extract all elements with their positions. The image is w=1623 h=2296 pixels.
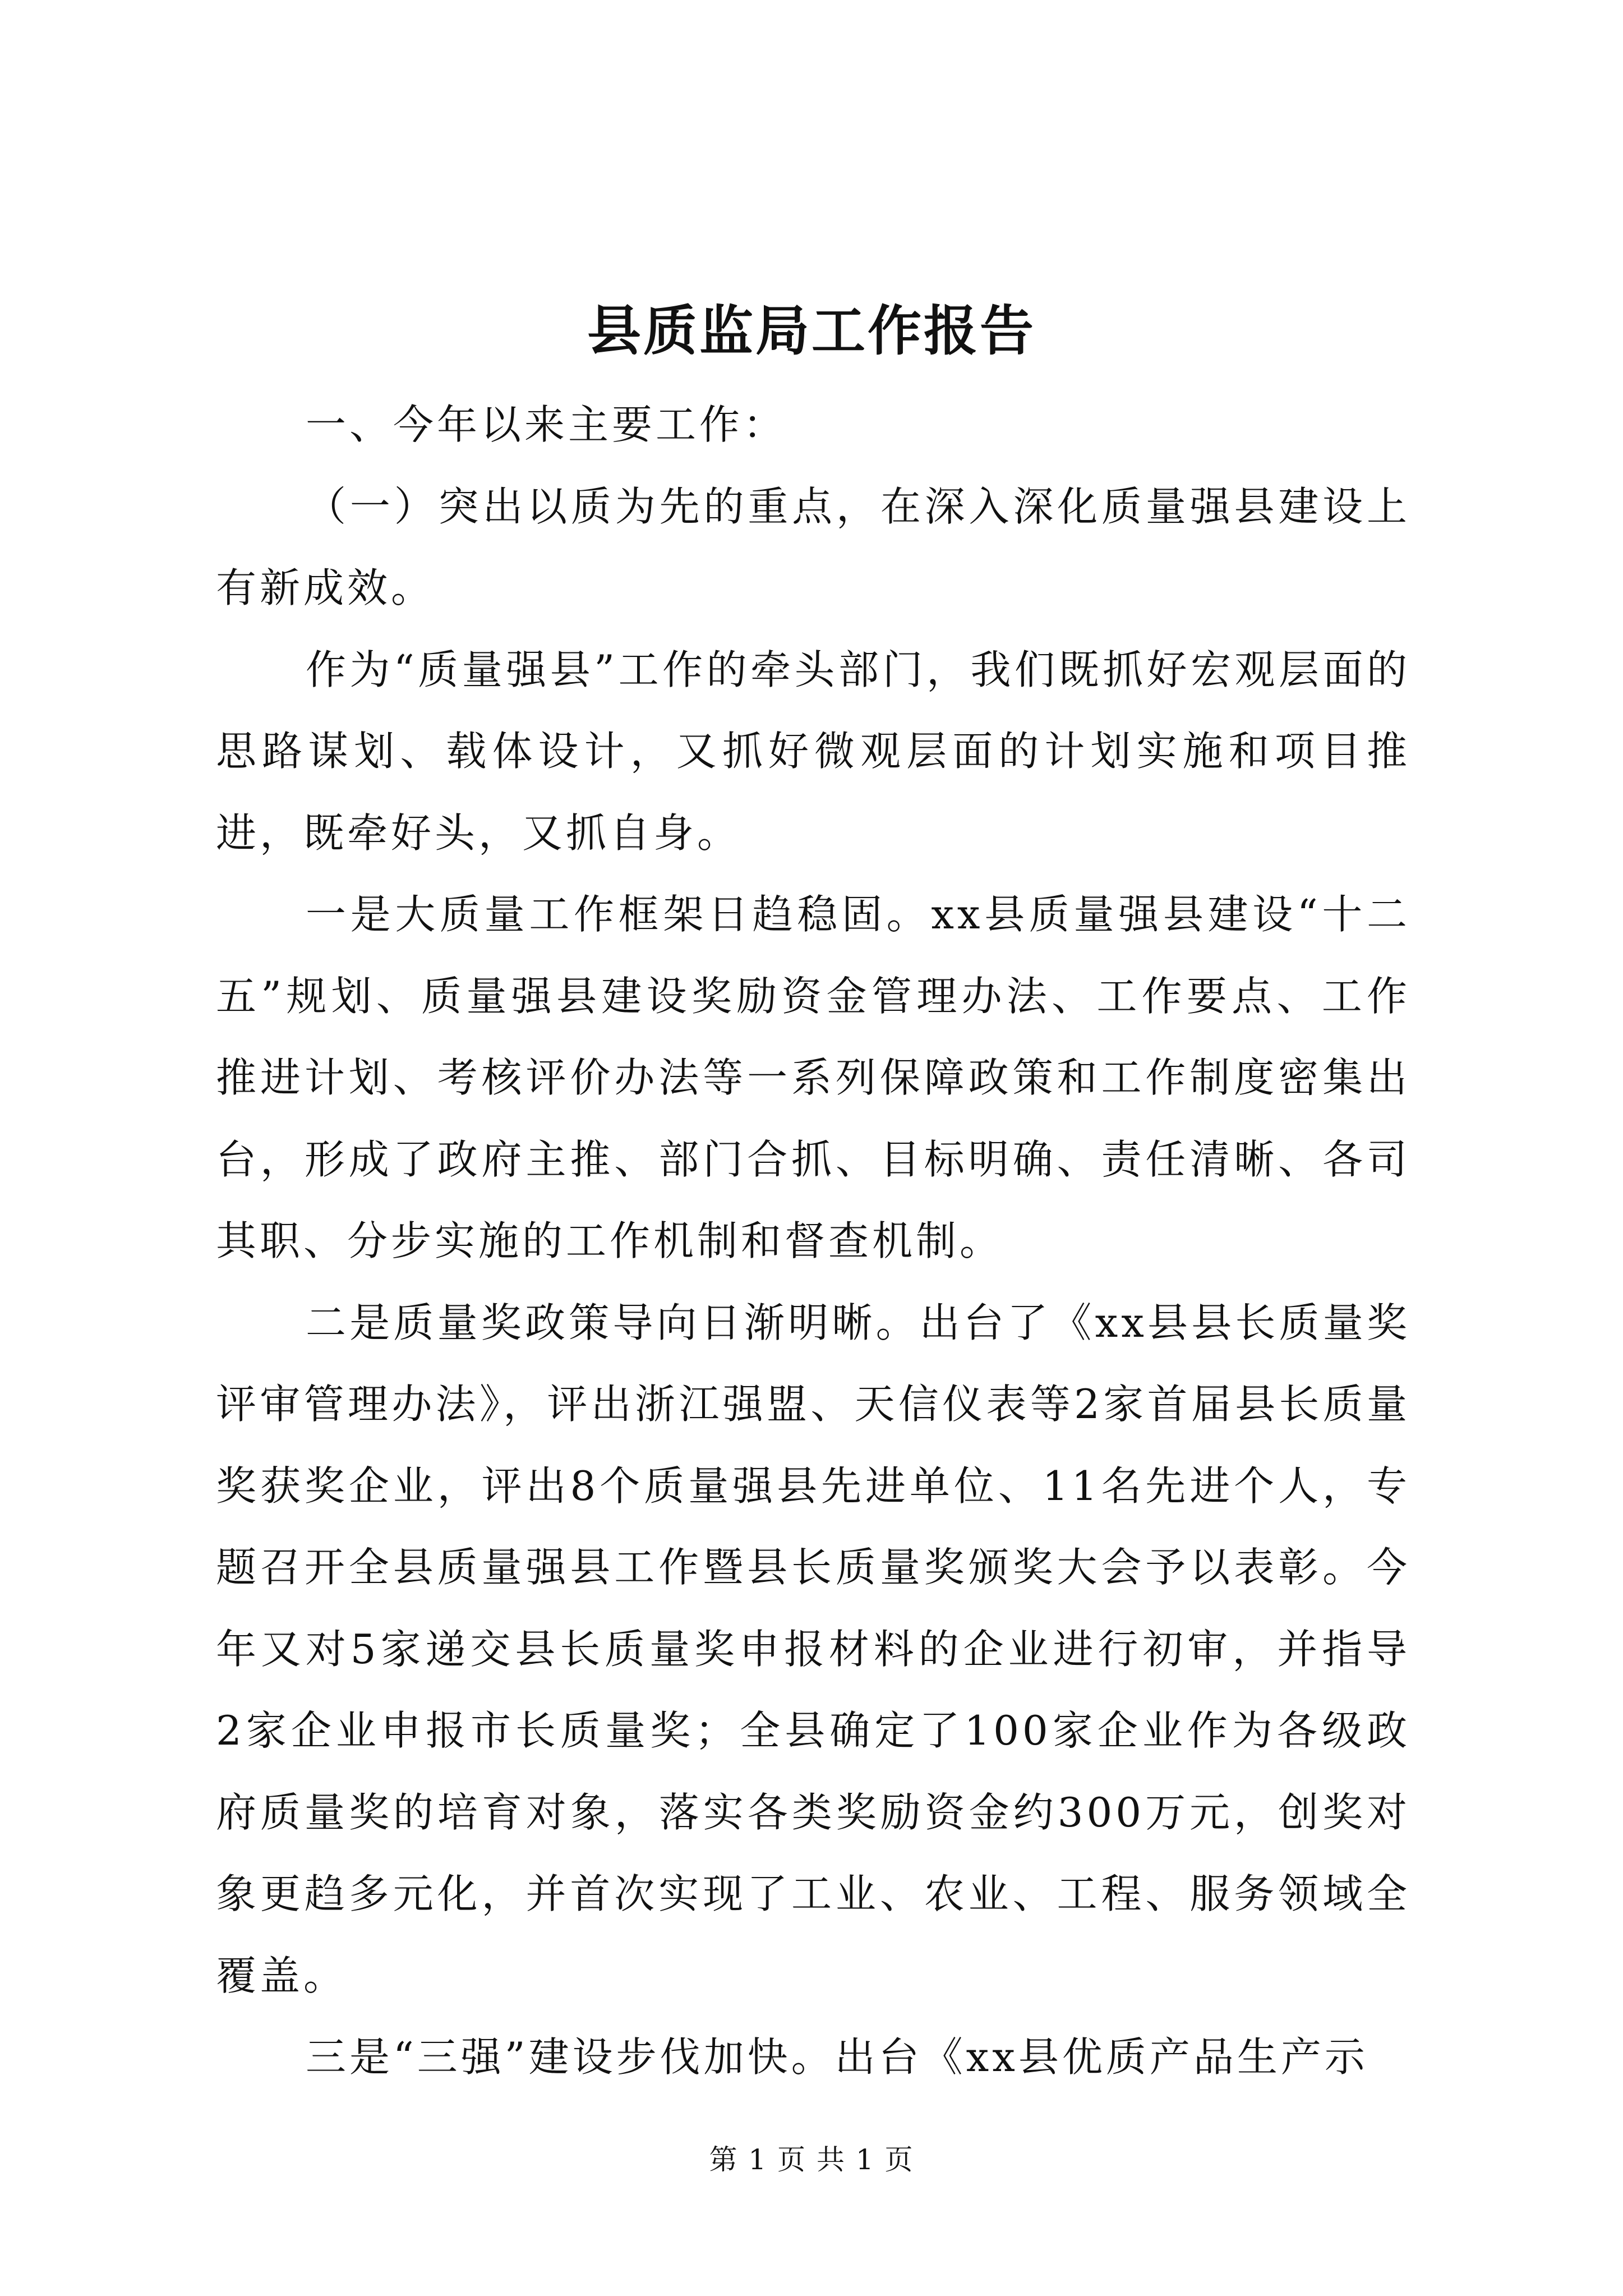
- paragraph: 一是大质量工作框架日趋稳固。xx县质量强县建设“十二五”规划、质量强县建设奖励资金管理办法、工作要点、工作推进计划、考核评价办法等一系列保障政策和工作制度密集出台，形成了政府主推、部门合抓、目标明确、责任清晰、各司其职、分步实施的工作机制和督查机制。: [216, 891, 1410, 1264]
- document-title: 县质监局工作报告: [587, 299, 1036, 362]
- paragraph: 三是“三强”建设步伐加快。出台《xx县优质产品生产示: [306, 2033, 1368, 2081]
- paragraph: 二是质量奖政策导向日渐明晰。出台了《xx县县长质量奖评审管理办法》，评出浙江强盟、天信仪表等2家首届县长质量奖获奖企业，评出8个质量强县先进单位、11名先进个人，专题召开全县质量强县工作暨县长质量奖颁奖大会予以表彰。今年又对5家递交县长质量奖申报材料的企业进行初审，并指导2家企业申报市长质量奖；全县确定了100家企业作为各级政府质量奖的培育对象，落实各类奖励资金约300万元，创奖对象更趋多元化，并首次实现了工业、农业、工程、服务领域全覆盖。: [216, 1299, 1410, 1999]
- subsection-heading: （一）突出以质为先的重点，在深入深化质量强县建设上有新成效。: [216, 482, 1410, 611]
- page-footer: 第 1 页 共 1 页: [709, 2143, 914, 2176]
- document-body: [216, 384, 1410, 2099]
- paragraph: 作为“质量强县”工作的牵头部门，我们既抓好宏观层面的思路谋划、载体设计，又抓好微观层面的计划实施和项目推进，既牵好头，又抓自身。: [216, 646, 1410, 857]
- section-heading: 一、今年以来主要工作：: [306, 401, 787, 448]
